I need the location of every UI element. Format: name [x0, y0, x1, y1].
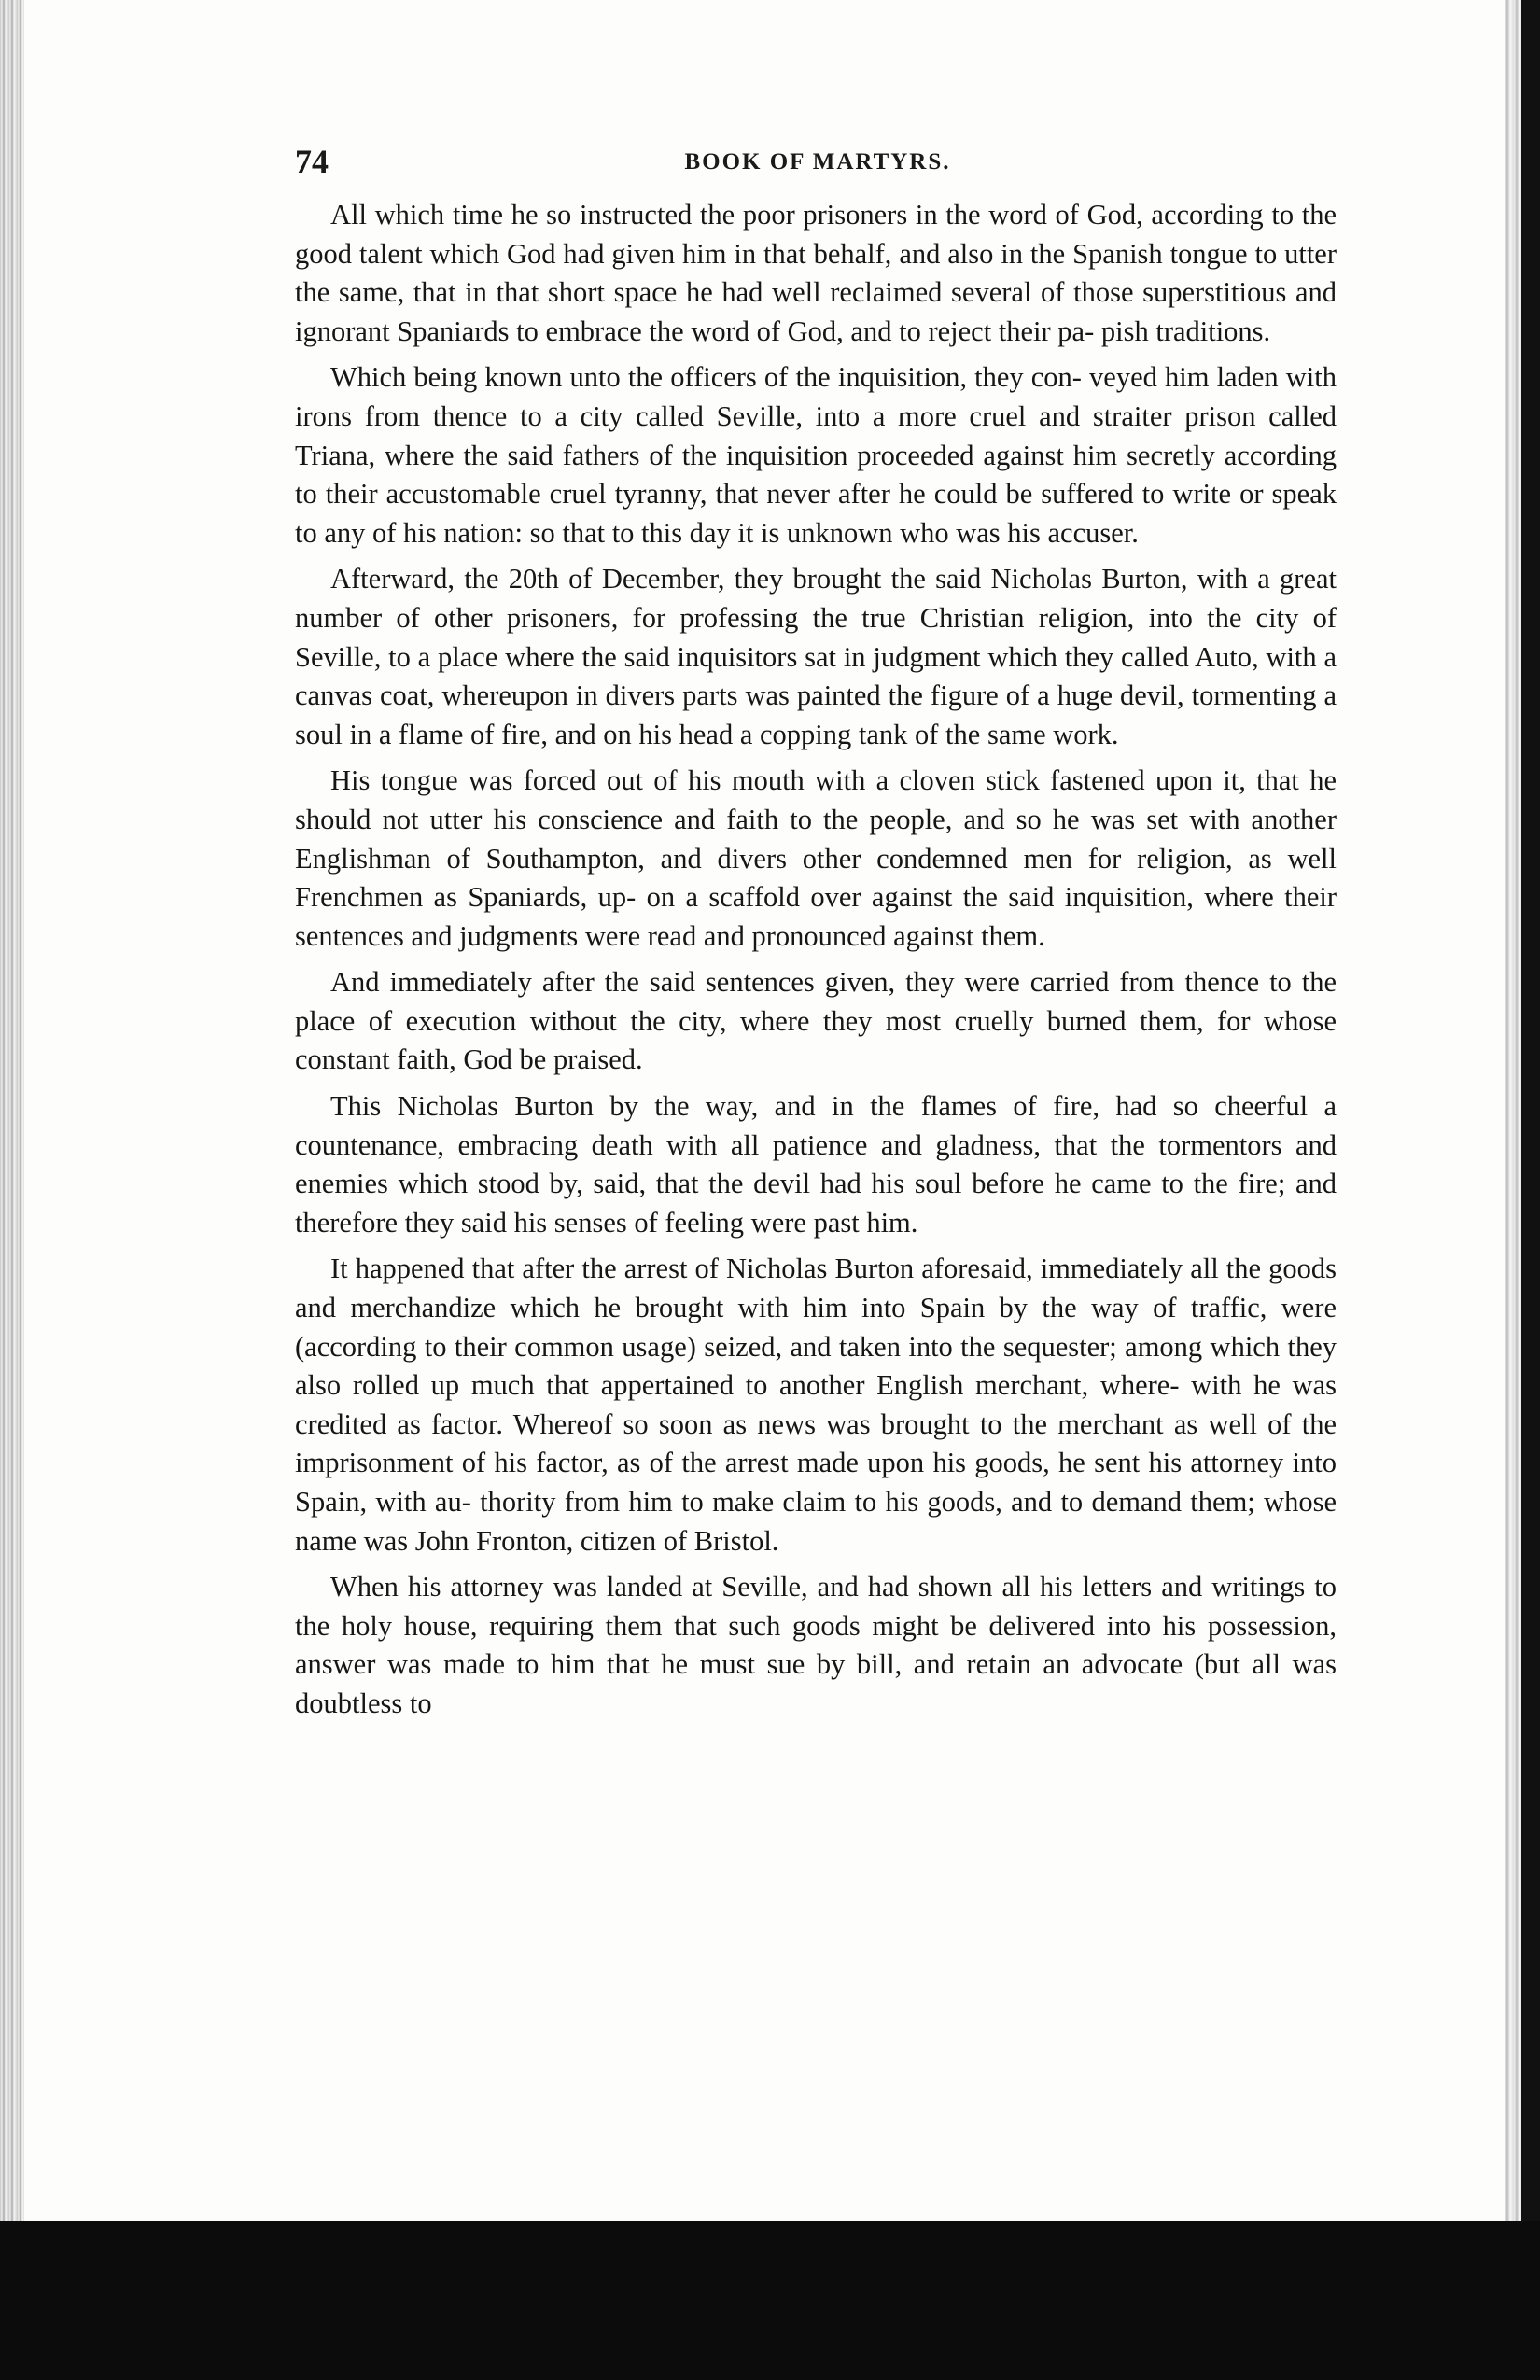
paragraph: Which being known unto the officers of the inquisition, they con- veyed him laden with irons from thence to a city called Seville, into a more cruel and straiter prison called Triana, where the said fathers of the inquisition proceeded against him secretly according to their accustomable cruel tyranny, that never after he could be suffered to write or speak to any of his nation: so that to this day it is unknown who was his accuser.: [295, 361, 1337, 549]
body-text: [295, 196, 1337, 1731]
paragraph: And immediately after the said sentences given, they were carried from thence to the place of execution without the city, where they most cruelly burned them, for whose constant faith, God be praised.: [295, 966, 1337, 1076]
paragraph: This Nicholas Burton by the way, and in the flames of fire, had so cheerful a countenance, embracing death with all patience and gladness, that the tormentors and enemies which stood by, said, that the devil had his soul before he came to the fire; and therefore they said his senses of feeling were past him.: [295, 1090, 1337, 1239]
page-number: 74: [295, 143, 329, 180]
paragraph: His tongue was forced out of his mouth with a cloven stick fastened upon it, that he should not utter his conscience and faith to the people, and so he was set with another Englishman of Southampton, and divers other condemned men for religion, as well Frenchmen as Spaniards, up- on a scaffold over against the said inquisition, where their sentences and judgments were read and pronounced against them.: [295, 764, 1337, 952]
paragraph: When his attorney was landed at Seville, and had shown all his letters and writings to the holy house, requiring them that such goods might be delivered into his possession, answer was made to him that he must sue by bill, and retain an advocate (but all was doubtless to: [295, 1571, 1337, 1719]
right-scan-border: [1521, 0, 1540, 2380]
left-page-edge: [0, 0, 24, 2380]
paragraph: Afterward, the 20th of December, they brought the said Nicholas Burton, with a great number of other prisoners, for professing the true Christian religion, into the city of Seville, to a place where the said inquisitors sat in judgment which they called Auto, with a canvas coat, whereupon in divers parts was painted the figure of a huge devil, tormenting a soul in a flame of fire, and on his head a copping tank of the same work.: [295, 563, 1337, 750]
right-page-edge: [1505, 0, 1521, 2380]
running-head: BOOK OF MARTYRS.: [684, 149, 951, 175]
page-header: [295, 142, 1340, 198]
paragraph: All which time he so instructed the poor prisoners in the word of God, according to the good talent which God had given him in that behalf, and also in the Spanish tongue to utter the same, that in that short space he had well reclaimed several of those superstitious and ignorant Spaniards to embrace the word of God, and to reject their pa- pish traditions.: [295, 199, 1337, 347]
bottom-scan-border: [0, 2221, 1540, 2380]
paragraph: It happened that after the arrest of Nicholas Burton aforesaid, immediately all the goods and merchandize which he brought with him into Spain by the way of traffic, were (according to their common usage) seized, and taken into the sequester; among which they also rolled up much that appertained to another English merchant, where- with he was credited as factor. Whereof so soon as news was brought to the merchant as well of the imprisonment of his factor, as of the arrest made upon his goods, he sent his attorney into Spain, with au- thority from him to make claim to his goods, and to demand them; whose name was John Fronton, citizen of Bristol.: [295, 1253, 1337, 1557]
